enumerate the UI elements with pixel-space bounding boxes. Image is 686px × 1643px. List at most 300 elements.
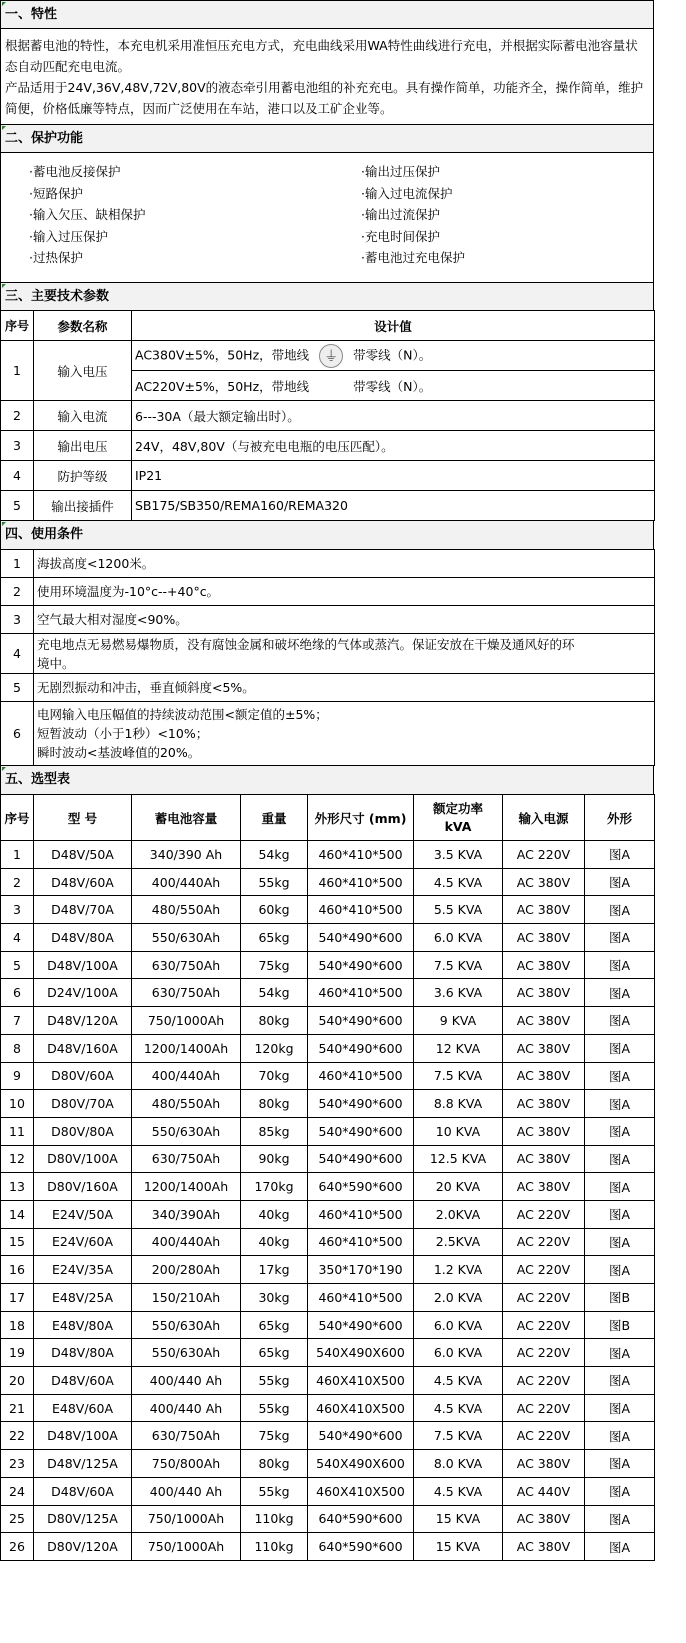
sel-model: D80V/60A [34,1062,132,1090]
sel-dimensions: 540*490*600 [308,1422,414,1450]
sel-dimensions: 640*590*600 [308,1533,414,1561]
sel-model: D48V/125A [34,1450,132,1478]
sel-no: 25 [1,1505,34,1533]
sel-dimensions: 460*410*500 [308,1284,414,1312]
protection-item: ·输出过压保护 [361,164,440,179]
sel-capacity: 550/630Ah [132,1117,241,1145]
sel-power: 4.5 KVA [414,1394,503,1422]
sel-capacity: 750/1000Ah [132,1007,241,1035]
condition-row [1,634,655,674]
sel-input: AC 220V [503,841,585,869]
tech-input-voltage-380-a: AC380V±5%，50Hz，带地线 [135,347,310,362]
features-paragraph-2: 产品适用于24V,36V,48V,72V,80V的液态牵引用蓄电池组的补充充电。具有操作简单，功能齐全，操作简单，维护简便，价格低廉等特点，因而广泛使用在车站，港口以及工矿企业等。 [5,80,644,116]
sel-model: D48V/80A [34,1339,132,1367]
protection-item: ·过热保护 [29,250,83,265]
sel-shape: 图A [585,951,655,979]
sel-shape: 图B [585,1311,655,1339]
table-row [1,1284,655,1312]
tech-row [1,431,655,461]
table-row [1,1339,655,1367]
sel-input: AC 220V [503,1228,585,1256]
sel-model: D48V/100A [34,951,132,979]
condition-text [34,578,655,606]
sel-shape: 图A [585,1173,655,1201]
sel-dimensions: 460*410*500 [308,1062,414,1090]
tech-row-name: 输出电压 [34,431,132,461]
sel-dimensions: 460*410*500 [308,979,414,1007]
sel-model: D48V/120A [34,1007,132,1035]
sel-shape: 图A [585,1117,655,1145]
sel-dimensions: 540*490*600 [308,924,414,952]
sel-weight: 90kg [241,1145,308,1173]
tech-row-no: 3 [1,431,34,461]
sel-header-shape: 外形 [585,795,655,841]
condition-text [34,606,655,634]
sel-power: 3.6 KVA [414,979,503,1007]
sel-no: 3 [1,896,34,924]
sel-power: 4.5 KVA [414,1367,503,1395]
sel-capacity: 630/750Ah [132,1422,241,1450]
sel-input: AC 380V [503,1117,585,1145]
sel-weight: 110kg [241,1505,308,1533]
sel-weight: 30kg [241,1284,308,1312]
sel-no: 1 [1,841,34,869]
section-title-conditions: 四、使用条件 [0,521,654,549]
sel-shape: 图A [585,868,655,896]
sel-input: AC 380V [503,1145,585,1173]
sel-dimensions: 460*410*500 [308,896,414,924]
tech-row-no: 2 [1,401,34,431]
sel-capacity: 630/750Ah [132,951,241,979]
sel-weight: 40kg [241,1200,308,1228]
condition-row [1,578,655,606]
sel-weight: 75kg [241,1422,308,1450]
sel-model: D80V/100A [34,1145,132,1173]
sel-dimensions: 460*410*500 [308,1200,414,1228]
protection-item: ·输入欠压、缺相保护 [29,207,146,222]
sel-weight: 65kg [241,1311,308,1339]
table-row [1,1311,655,1339]
sel-dimensions: 540*490*600 [308,1090,414,1118]
sel-model: D80V/160A [34,1173,132,1201]
tech-row-name: 输入电流 [34,401,132,431]
sel-weight: 70kg [241,1062,308,1090]
sel-capacity: 400/440 Ah [132,1367,241,1395]
tech-row-name: 防护等级 [34,461,132,491]
condition-no: 3 [1,606,34,634]
table-row [1,1007,655,1035]
sel-dimensions: 640*590*600 [308,1173,414,1201]
sel-header-no: 序号 [1,795,34,841]
condition-text [34,702,655,766]
sel-capacity: 630/750Ah [132,979,241,1007]
sel-shape: 图A [585,1034,655,1062]
sel-no: 20 [1,1367,34,1395]
sel-input: AC 220V [503,1394,585,1422]
tech-row-value: 24V，48V,80V（与被充电电瓶的电压匹配）。 [132,431,655,461]
table-row [1,1533,655,1561]
sel-model: E24V/35A [34,1256,132,1284]
protection-item: ·充电时间保护 [361,228,440,244]
sel-power: 8.8 KVA [414,1090,503,1118]
sel-capacity: 750/800Ah [132,1450,241,1478]
sel-weight: 55kg [241,1394,308,1422]
sel-weight: 55kg [241,1367,308,1395]
sel-shape: 图A [585,1450,655,1478]
tech-header-value: 设计值 [132,311,655,341]
table-row [1,951,655,979]
sel-no: 21 [1,1394,34,1422]
condition-row [1,674,655,702]
sel-power: 6.0 KVA [414,924,503,952]
condition-text [34,550,655,578]
sel-model: D48V/160A [34,1034,132,1062]
sel-power: 15 KVA [414,1505,503,1533]
sel-capacity: 480/550Ah [132,1090,241,1118]
sel-model: D24V/100A [34,979,132,1007]
sel-input: AC 380V [503,951,585,979]
sel-capacity: 1200/1400Ah [132,1034,241,1062]
sel-model: E48V/25A [34,1284,132,1312]
sel-header-input: 输入电源 [503,795,585,841]
sel-weight: 65kg [241,1339,308,1367]
condition-text [34,674,655,702]
tech-row [1,461,655,491]
sel-capacity: 400/440 Ah [132,1394,241,1422]
tech-header-name: 参数名称 [34,311,132,341]
sel-model: D80V/125A [34,1505,132,1533]
condition-line: 使用环境温度为-10°c--+40°c。 [37,584,220,599]
sel-shape: 图A [585,1533,655,1561]
table-row [1,1367,655,1395]
protection-item: ·蓄电池反接保护 [29,164,121,179]
sel-shape: 图A [585,1339,655,1367]
sel-no: 16 [1,1256,34,1284]
selection-table [0,794,655,1561]
sel-model: E48V/60A [34,1394,132,1422]
sel-input: AC 380V [503,896,585,924]
section-title-features: 一、特性 [0,0,654,28]
sel-input: AC 380V [503,1034,585,1062]
condition-no: 6 [1,702,34,766]
sel-power: 7.5 KVA [414,951,503,979]
sel-capacity: 200/280Ah [132,1256,241,1284]
sel-capacity: 750/1000Ah [132,1533,241,1561]
condition-line: 无剧烈振动和冲击，垂直倾斜度<5%。 [37,680,255,695]
sel-dimensions: 460X410X500 [308,1367,414,1395]
sel-shape: 图A [585,1228,655,1256]
sel-weight: 80kg [241,1450,308,1478]
tech-row-name: 输出接插件 [34,491,132,521]
sel-weight: 55kg [241,1477,308,1505]
sel-header-weight: 重量 [241,795,308,841]
sel-model: E48V/80A [34,1311,132,1339]
sel-capacity: 480/550Ah [132,896,241,924]
sel-no: 11 [1,1117,34,1145]
table-row [1,1145,655,1173]
sel-no: 12 [1,1145,34,1173]
sel-dimensions: 460*410*500 [308,841,414,869]
condition-line: 充电地点无易燃易爆物质，没有腐蚀金属和破坏绝缘的气体或蒸汽。保证安放在干燥及通风好的环 [37,636,575,652]
sel-model: D48V/60A [34,1477,132,1505]
sel-no: 24 [1,1477,34,1505]
protection-list [0,152,654,282]
sel-no: 6 [1,979,34,1007]
table-row [1,1117,655,1145]
sel-no: 23 [1,1450,34,1478]
protection-item: ·输出过流保护 [361,207,440,222]
condition-text [34,634,655,674]
ground-symbol-icon [319,344,343,368]
sel-power: 6.0 KVA [414,1339,503,1367]
sel-input: AC 380V [503,1062,585,1090]
features-block [0,28,654,124]
sel-weight: 40kg [241,1228,308,1256]
sel-power: 15 KVA [414,1533,503,1561]
sel-weight: 85kg [241,1117,308,1145]
sel-input: AC 380V [503,1007,585,1035]
sel-header-dimensions: 外形尺寸 (mm) [308,795,414,841]
sel-shape: 图A [585,1394,655,1422]
sel-header-capacity: 蓄电池容量 [132,795,241,841]
sel-no: 26 [1,1533,34,1561]
sel-capacity: 400/440Ah [132,1062,241,1090]
sel-shape: 图B [585,1284,655,1312]
sel-no: 22 [1,1422,34,1450]
sel-capacity: 550/630Ah [132,1339,241,1367]
condition-no: 5 [1,674,34,702]
section-title-tech-params: 三、主要技术参数 [0,282,654,310]
sel-input: AC 380V [503,1505,585,1533]
sel-shape: 图A [585,1007,655,1035]
sel-input: AC 220V [503,1367,585,1395]
sel-header-power [414,795,503,841]
sel-power: 5.5 KVA [414,896,503,924]
sel-capacity: 400/440Ah [132,868,241,896]
sel-capacity: 340/390 Ah [132,841,241,869]
protection-right-column [361,161,465,269]
sel-dimensions: 640*590*600 [308,1505,414,1533]
sel-model: D48V/70A [34,896,132,924]
sel-capacity: 150/210Ah [132,1284,241,1312]
sel-no: 19 [1,1339,34,1367]
sel-header-model: 型 号 [34,795,132,841]
tech-row-no: 5 [1,491,34,521]
sel-input: AC 380V [503,924,585,952]
sel-power: 12.5 KVA [414,1145,503,1173]
sel-weight: 80kg [241,1007,308,1035]
sel-power: 10 KVA [414,1117,503,1145]
sel-weight: 75kg [241,951,308,979]
table-row [1,1505,655,1533]
sel-shape: 图A [585,1477,655,1505]
condition-line: 空气最大相对湿度<90%。 [37,612,188,627]
sel-header-power-line2: kVA [444,818,472,834]
tech-row [1,491,655,521]
table-row [1,1228,655,1256]
sel-dimensions: 540X490X600 [308,1450,414,1478]
sel-power: 2.0 KVA [414,1284,503,1312]
sel-weight: 120kg [241,1034,308,1062]
sel-shape: 图A [585,924,655,952]
table-row [1,1394,655,1422]
tech-row [1,401,655,431]
tech-input-voltage-380 [132,341,655,371]
sel-shape: 图A [585,1256,655,1284]
table-row [1,1062,655,1090]
table-row [1,1090,655,1118]
sel-capacity: 550/630Ah [132,1311,241,1339]
sel-power: 9 KVA [414,1007,503,1035]
sel-power: 7.5 KVA [414,1422,503,1450]
sel-capacity: 750/1000Ah [132,1505,241,1533]
sel-input: AC 220V [503,1339,585,1367]
tech-input-voltage-220-b: 带零线（N）。 [353,378,432,394]
sel-shape: 图A [585,1062,655,1090]
condition-no: 2 [1,578,34,606]
sel-no: 2 [1,868,34,896]
tech-row-no: 4 [1,461,34,491]
section-title-protection: 二、保护功能 [0,124,654,152]
tech-row-value: IP21 [132,461,655,491]
sel-input: AC 380V [503,868,585,896]
tech-row-value: SB175/SB350/REMA160/REMA320 [132,491,655,521]
tech-header-no: 序号 [1,311,34,341]
condition-line: 短暂波动（小于1秒）<10%； [37,726,209,741]
sel-model: D48V/60A [34,1367,132,1395]
conditions-table [0,549,655,766]
sel-no: 4 [1,924,34,952]
sel-no: 7 [1,1007,34,1035]
table-row [1,1422,655,1450]
sel-shape: 图A [585,1505,655,1533]
sel-input: AC 440V [503,1477,585,1505]
table-row [1,924,655,952]
sel-power: 4.5 KVA [414,1477,503,1505]
tech-input-voltage-220 [132,371,655,401]
table-row [1,1200,655,1228]
sel-capacity: 400/440 Ah [132,1477,241,1505]
section-title-selection: 五、选型表 [0,766,654,794]
sel-dimensions: 350*170*190 [308,1256,414,1284]
table-row [1,896,655,924]
condition-line: 电网输入电压幅值的持续波动范围<额定值的±5%； [37,707,328,722]
sel-model: E24V/60A [34,1228,132,1256]
sel-model: D48V/100A [34,1422,132,1450]
protection-item: ·短路保护 [29,185,83,201]
sel-capacity: 1200/1400Ah [132,1173,241,1201]
table-row [1,868,655,896]
sel-dimensions: 460X410X500 [308,1477,414,1505]
sel-power: 6.0 KVA [414,1311,503,1339]
sel-no: 15 [1,1228,34,1256]
protection-item: ·蓄电池过充电保护 [361,250,465,265]
sel-shape: 图A [585,1200,655,1228]
sel-dimensions: 540X490X600 [308,1339,414,1367]
condition-line: 境中。 [37,655,75,671]
protection-item: ·输入过电流保护 [361,185,453,201]
sel-weight: 65kg [241,924,308,952]
tech-row-value: 6---30A（最大额定输出时）。 [132,401,655,431]
table-row [1,979,655,1007]
sel-shape: 图A [585,1145,655,1173]
sel-no: 9 [1,1062,34,1090]
table-row [1,841,655,869]
sel-dimensions: 460*410*500 [308,868,414,896]
sel-weight: 54kg [241,979,308,1007]
sel-input: AC 380V [503,979,585,1007]
sel-capacity: 400/440Ah [132,1228,241,1256]
sel-no: 14 [1,1200,34,1228]
sel-dimensions: 460*410*500 [308,1228,414,1256]
condition-line: 海拔高度<1200米。 [37,556,155,571]
sel-header-power-line1: 额定功率 [432,800,483,816]
protection-item: ·输入过压保护 [29,228,108,244]
protection-left-column [29,161,145,269]
condition-row [1,702,655,766]
sel-power: 12 KVA [414,1034,503,1062]
condition-no: 4 [1,634,34,674]
sel-weight: 55kg [241,868,308,896]
sel-dimensions: 540*490*600 [308,1034,414,1062]
condition-row [1,606,655,634]
sel-input: AC 220V [503,1256,585,1284]
sel-shape: 图A [585,979,655,1007]
sel-weight: 60kg [241,896,308,924]
sel-dimensions: 540*490*600 [308,951,414,979]
sel-dimensions: 540*490*600 [308,1311,414,1339]
sel-input: AC 220V [503,1311,585,1339]
tech-params-table [0,310,655,521]
sel-model: E24V/50A [34,1200,132,1228]
sel-no: 17 [1,1284,34,1312]
sel-weight: 17kg [241,1256,308,1284]
sel-power: 7.5 KVA [414,1062,503,1090]
table-row [1,1173,655,1201]
sel-shape: 图A [585,896,655,924]
sel-model: D80V/80A [34,1117,132,1145]
sel-dimensions: 460X410X500 [308,1394,414,1422]
sel-model: D80V/70A [34,1090,132,1118]
sel-dimensions: 540*490*600 [308,1117,414,1145]
sel-input: AC 220V [503,1284,585,1312]
sel-shape: 图A [585,841,655,869]
table-row [1,1477,655,1505]
sel-weight: 110kg [241,1533,308,1561]
sel-power: 2.0KVA [414,1200,503,1228]
sel-power: 4.5 KVA [414,868,503,896]
sel-model: D80V/120A [34,1533,132,1561]
sel-power: 3.5 KVA [414,841,503,869]
sel-input: AC 380V [503,1450,585,1478]
sel-shape: 图A [585,1422,655,1450]
sel-power: 1.2 KVA [414,1256,503,1284]
tech-input-voltage-220-a: AC220V±5%，50Hz，带地线 [135,378,310,394]
sel-power: 8.0 KVA [414,1450,503,1478]
sel-capacity: 340/390Ah [132,1200,241,1228]
sel-capacity: 630/750Ah [132,1145,241,1173]
sel-no: 13 [1,1173,34,1201]
sel-weight: 54kg [241,841,308,869]
sel-input: AC 220V [503,1422,585,1450]
sel-capacity: 550/630Ah [132,924,241,952]
sel-input: AC 220V [503,1200,585,1228]
condition-no: 1 [1,550,34,578]
sel-model: D48V/60A [34,868,132,896]
sel-no: 10 [1,1090,34,1118]
sel-weight: 80kg [241,1090,308,1118]
table-row [1,1034,655,1062]
